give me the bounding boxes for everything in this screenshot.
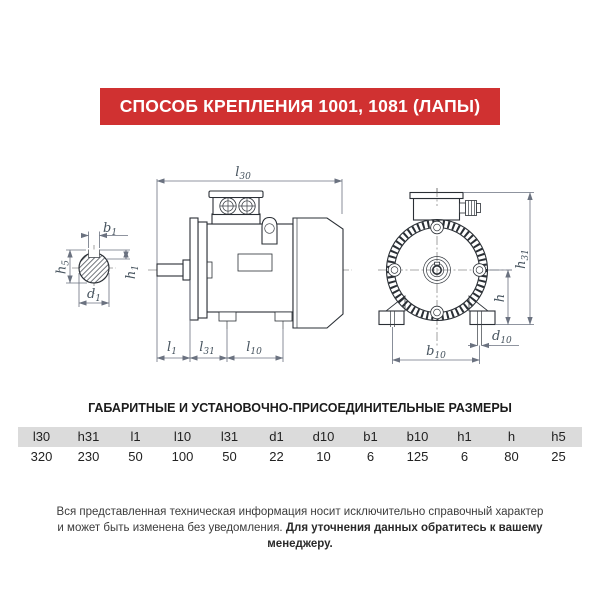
bearing-shield-step — [198, 222, 207, 318]
right-foot-pad — [470, 311, 495, 325]
shaft-section-view — [55, 221, 142, 307]
table-header-cell: l31 — [220, 429, 239, 444]
table-value-cell: 80 — [504, 449, 519, 464]
dim-label-h31: $h_{31}$ — [514, 249, 531, 269]
shaft-collar — [183, 260, 190, 280]
table-header-cell: b1 — [363, 429, 378, 444]
dim-label-h1: $h_1$ — [124, 264, 141, 280]
dim-label-h: h — [493, 293, 508, 303]
table-header-cell: h — [507, 429, 516, 444]
keyway-slot — [89, 250, 100, 258]
table-header-cell: b10 — [406, 429, 429, 444]
table-header-cell: h5 — [551, 429, 566, 444]
bearing-shield — [190, 218, 198, 320]
page-title: СПОСОБ КРЕПЛЕНИЯ 1001, 1081 (ЛАПЫ) — [119, 96, 481, 116]
disclaimer — [30, 504, 570, 552]
table-value-cell: 22 — [269, 449, 284, 464]
table-value-cell: 230 — [77, 449, 100, 464]
motor-side-view — [148, 165, 352, 362]
cable-gland-right — [239, 198, 255, 214]
table-value-cell: 50 — [222, 449, 237, 464]
terminal-box-lid — [209, 191, 263, 198]
front-foot — [219, 312, 236, 321]
table-title: ГАБАРИТНЫЕ И УСТАНОВОЧНО-ПРИСОЕДИНИТЕЛЬНЫЕ РАЗМЕРЫ — [88, 401, 512, 415]
dim-label-l30: $l_{30}$ — [235, 165, 251, 182]
rear-foot — [275, 312, 292, 321]
table-header-cell: l1 — [130, 429, 141, 444]
table-header-cell: h31 — [77, 429, 100, 444]
technical-drawing — [0, 148, 600, 396]
title-banner — [100, 88, 500, 125]
table-header-cell: l30 — [32, 429, 51, 444]
table-header-cell: h1 — [457, 429, 472, 444]
table-value-cell: 100 — [171, 449, 194, 464]
shaft — [157, 264, 183, 276]
fan-cover — [293, 218, 343, 328]
table-value-cell: 25 — [551, 449, 566, 464]
motor-front-view — [378, 188, 534, 364]
terminal-box-base — [212, 214, 260, 224]
table-value-cell: 50 — [128, 449, 143, 464]
dim-label-l31: $l_{31}$ — [199, 340, 215, 357]
dim-label-l10: $l_{10}$ — [246, 340, 262, 357]
dimensions-table — [18, 427, 582, 467]
table-header-cell: d10 — [312, 429, 335, 444]
table-value-cell: 6 — [366, 449, 375, 464]
lifting-eye — [262, 218, 277, 245]
table-header-cell: d1 — [269, 429, 284, 444]
terminal-box-lid-front — [410, 193, 463, 199]
terminal-box-front — [414, 199, 460, 221]
table-value-cell: 10 — [316, 449, 331, 464]
dim-label-d1: $d_1$ — [86, 287, 102, 304]
nameplate — [238, 254, 272, 271]
dim-label-l1: $l_1$ — [167, 340, 177, 357]
table-value-cell: 6 — [460, 449, 469, 464]
table-header-row — [18, 427, 582, 447]
left-foot-pad — [379, 311, 404, 325]
cable-gland-side — [460, 201, 481, 216]
dim-label-b10: $b_{10}$ — [426, 344, 446, 361]
table-value-cell: 320 — [30, 449, 53, 464]
keyway-front — [435, 262, 440, 265]
table-header-cell: l10 — [173, 429, 192, 444]
disclaimer-line1: Вся представленная техническая информация носит исключительно справочный характер — [56, 506, 544, 518]
table-value-row — [18, 447, 582, 467]
dim-label-h5: $h_5$ — [54, 259, 72, 275]
dim-label-d10: $d_{10}$ — [492, 329, 512, 346]
dim-label-b1: $b_1$ — [103, 221, 118, 238]
table-value-cell: 125 — [406, 449, 429, 464]
disclaimer-line2: и может быть изменена без уведомления. Для уточнения данных обратитесь к вашему менеджеру. — [57, 522, 543, 550]
cable-gland-left — [220, 198, 236, 214]
